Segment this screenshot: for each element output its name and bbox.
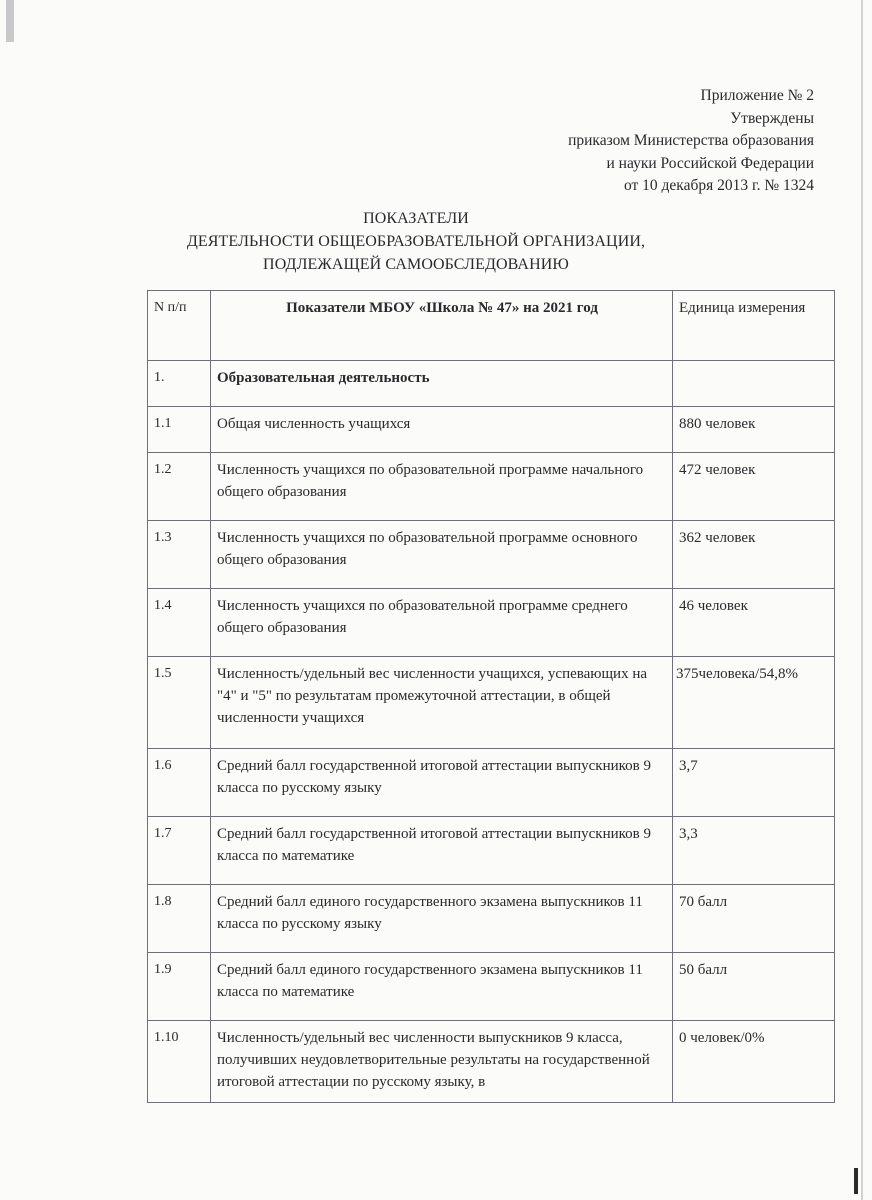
row-num: 1.6 [148, 749, 211, 817]
row-unit: 46 человек [673, 589, 835, 657]
scan-bottom-mark [854, 1168, 858, 1194]
row-unit: 70 балл [673, 885, 835, 953]
row-indicator: Средний балл единого государственного экзамена выпускников 11 класса по русскому языку [211, 885, 673, 953]
row-num: 1.8 [148, 885, 211, 953]
row-indicator: Численность/удельный вес численности учащихся, успевающих на "4" и "5" по результатам промежуточной аттестации, в общей численности учащихся [211, 657, 673, 749]
scan-right-edge [861, 0, 863, 1200]
title-line: ПОКАЗАТЕЛИ [363, 210, 469, 227]
row-unit: 3,7 [673, 749, 835, 817]
row-unit [673, 361, 835, 407]
row-num: 1.3 [148, 521, 211, 589]
row-unit: 375человека/54,8% [673, 657, 835, 749]
row-indicator: Средний балл государственной итоговой аттестации выпускников 9 класса по математике [211, 817, 673, 885]
title-line: ПОДЛЕЖАЩЕЙ САМООБСЛЕДОВАНИЮ [263, 256, 569, 273]
table-row [148, 589, 835, 657]
table-row [148, 749, 835, 817]
header-indicator: Показатели МБОУ «Школа № 47» на 2021 год [211, 291, 673, 361]
header-unit: Единица измерения [673, 291, 835, 361]
row-num: 1.7 [148, 817, 211, 885]
table-row [148, 361, 835, 407]
row-unit: 50 балл [673, 953, 835, 1021]
approval-line: от 10 декабря 2013 г. № 1324 [623, 177, 814, 194]
table-row [148, 817, 835, 885]
row-num: 1.10 [148, 1021, 211, 1103]
row-indicator: Общая численность учащихся [211, 407, 673, 453]
row-unit: 362 человек [673, 521, 835, 589]
row-unit: 880 человек [673, 407, 835, 453]
row-num: 1.4 [148, 589, 211, 657]
row-indicator: Численность учащихся по образовательной программе начального общего образования [211, 453, 673, 521]
row-indicator: Численность/удельный вес численности выпускников 9 класса, получивших неудовлетворительные результаты на государственной итоговой аттестации по русскому языку, в [211, 1021, 673, 1103]
indicators-table [147, 290, 835, 1103]
row-indicator: Численность учащихся по образовательной программе среднего общего образования [211, 589, 673, 657]
approval-line: и науки Российской Федерации [606, 154, 814, 172]
approval-line: Утверждены [730, 109, 814, 127]
row-num: 1.9 [148, 953, 211, 1021]
row-unit: 0 человек/0% [673, 1021, 835, 1103]
approval-block [394, 85, 814, 198]
row-indicator: Образовательная деятельность [211, 361, 673, 407]
table-row [148, 407, 835, 453]
header-num: N п/п [148, 291, 211, 361]
table-row [148, 657, 835, 749]
table-row [148, 885, 835, 953]
row-unit: 472 человек [673, 453, 835, 521]
table-row [148, 953, 835, 1021]
row-indicator: Средний балл единого государственного экзамена выпускников 11 класса по математике [211, 953, 673, 1021]
row-num: 1. [148, 361, 211, 407]
row-num: 1.5 [148, 657, 211, 749]
row-num: 1.2 [148, 453, 211, 521]
title-line: ДЕЯТЕЛЬНОСТИ ОБЩЕОБРАЗОВАТЕЛЬНОЙ ОРГАНИЗАЦИИ, [186, 233, 646, 250]
approval-line: Приложение № 2 [700, 87, 814, 104]
scan-edge-mark [6, 0, 14, 42]
document-title [0, 207, 872, 276]
table-row [148, 521, 835, 589]
table-header-row [148, 291, 835, 361]
table-row [148, 1021, 835, 1103]
row-unit: 3,3 [673, 817, 835, 885]
row-num: 1.1 [148, 407, 211, 453]
row-indicator: Численность учащихся по образовательной программе основного общего образования [211, 521, 673, 589]
row-indicator: Средний балл государственной итоговой аттестации выпускников 9 класса по русскому языку [211, 749, 673, 817]
approval-line: приказом Министерства образования [568, 132, 814, 149]
table-row [148, 453, 835, 521]
